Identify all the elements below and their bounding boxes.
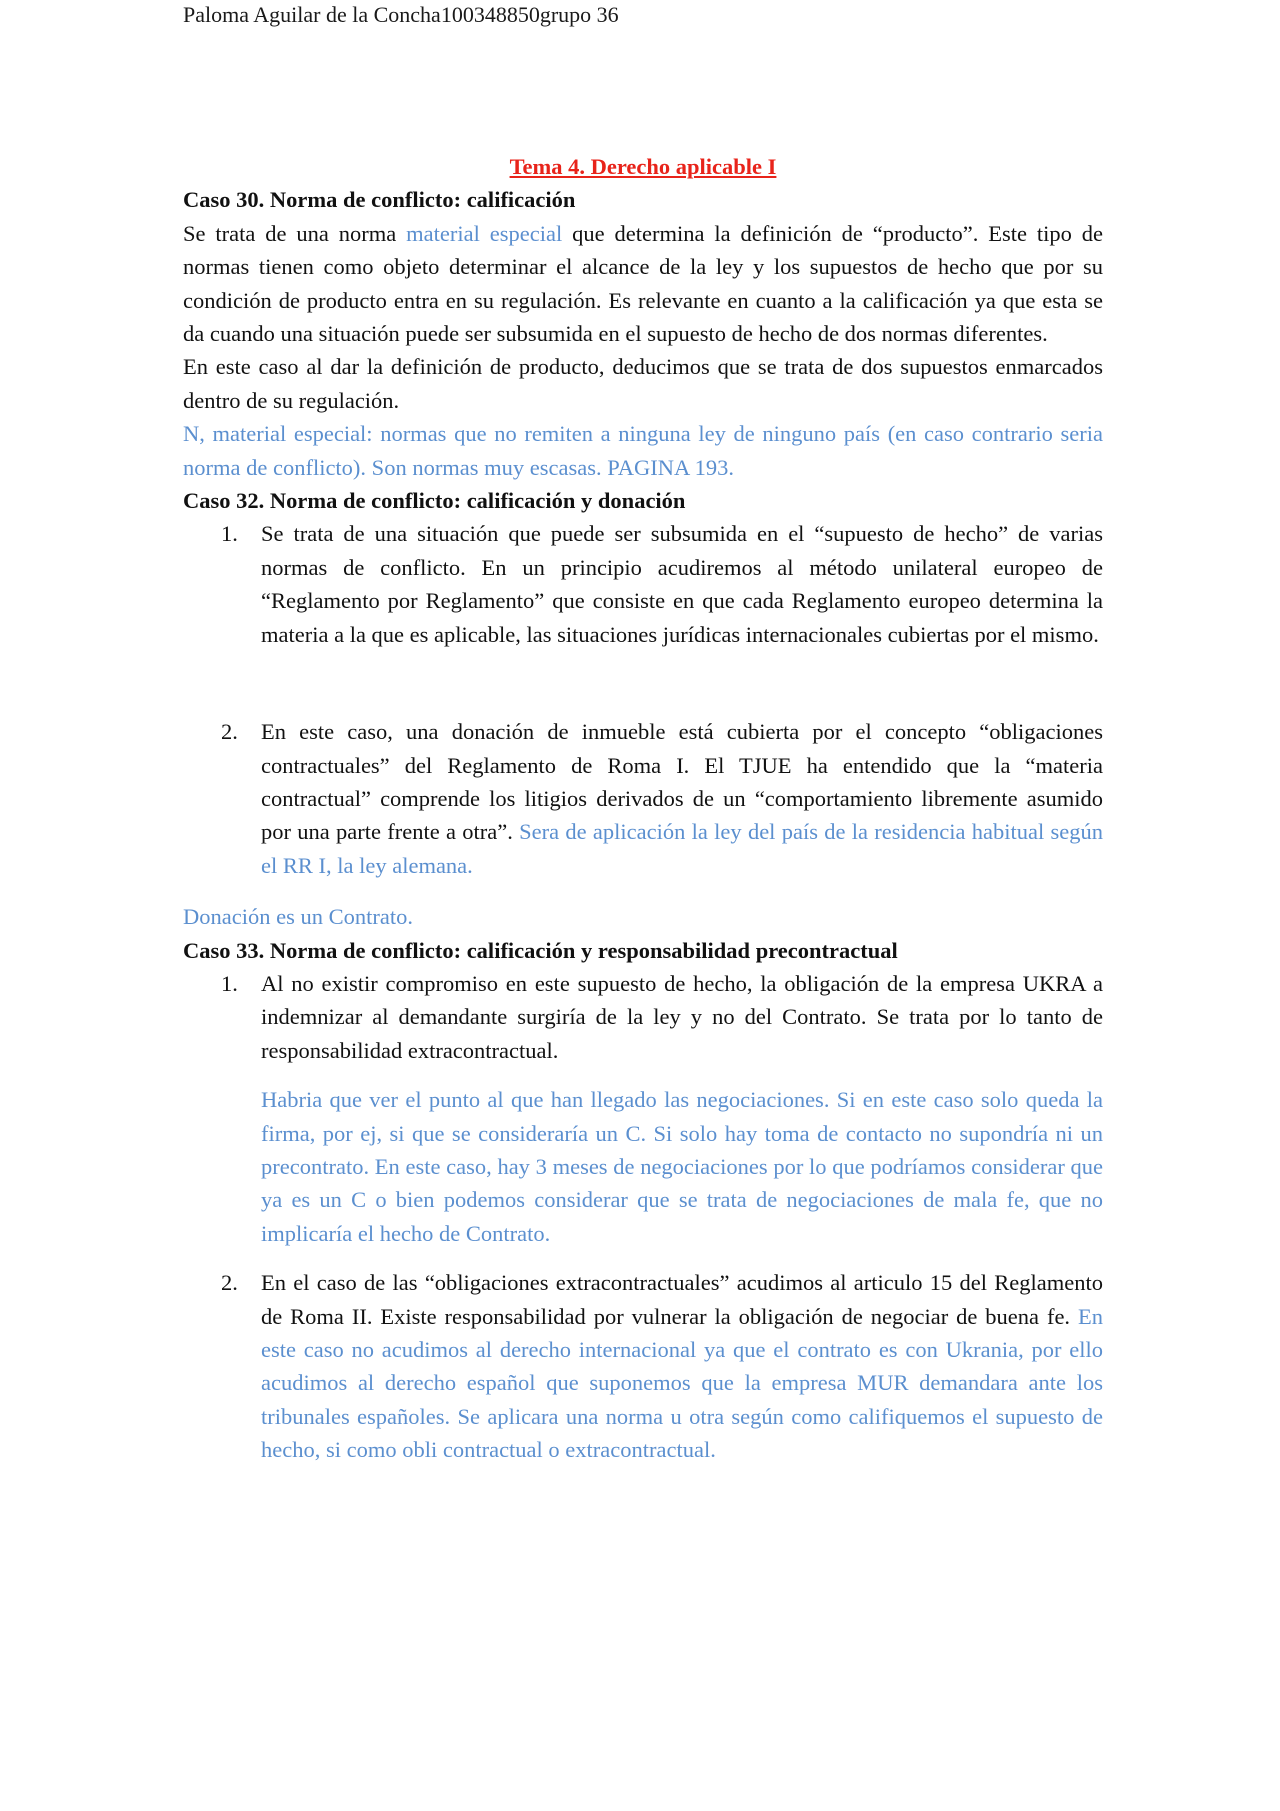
caso-32-heading: Caso 32. Norma de conflicto: calificación y donación	[183, 488, 686, 514]
page-header: Paloma Aguilar de la Concha100348850grupo 36	[183, 2, 619, 27]
caso-32-list-item-2	[183, 715, 1103, 882]
spacer	[183, 1250, 1103, 1266]
list-number: 2.	[221, 719, 238, 745]
list-number: 2.	[221, 1270, 238, 1296]
list-number: 1.	[221, 970, 238, 996]
caso-32-item-2-note: Sera de aplicación la ley del país de la residencia habitual según el RR I, la ley alemana.	[261, 819, 1103, 878]
list-number: 1.	[221, 521, 238, 547]
document-body	[183, 150, 1103, 1467]
caso-33-item-1-text: Al no existir compromiso en este supuesto de hecho, la obligación de la empresa UKRA a indemnizar al demandante surgiría de la ley y no del Contrato. Se trata por lo tanto de responsabilidad extracontractual.	[261, 970, 1103, 1063]
caso-33-list-item-2	[183, 1266, 1103, 1466]
caso-30-heading: Caso 30. Norma de conflicto: calificación	[183, 187, 576, 213]
caso-33-list-item-1	[183, 967, 1103, 1067]
caso-30-note: N, material especial: normas que no remiten a ninguna ley de ninguno país (en caso contrario seria norma de conflicto). Son normas muy escasas. PAGINA 193.	[183, 421, 1103, 480]
spacer	[183, 651, 1103, 715]
caso-32-note: Donación es un Contrato.	[183, 904, 413, 930]
spacer	[183, 882, 1103, 900]
caso-30-p1-highlight: material especial	[406, 220, 563, 246]
caso-33-item-2-note: En este caso no acudimos al derecho internacional ya que el contrato es con Ukrania, por ello acudimos al derecho español que suponemos que la empresa MUR demandara ante los tribunales españoles. Se aplicara una norma u otra según como califiquemos el supuesto de hecho, si como obli contractual o extracontractual.	[261, 1303, 1103, 1463]
caso-30-p1-text-a: Se trata de una norma	[183, 220, 407, 246]
caso-30-paragraph-2: En este caso al dar la definición de producto, deducimos que se trata de dos supuestos enmarcados dentro de su regulación.	[183, 354, 1103, 413]
caso-30-p1-text-b: que determina la definición de “producto”. Este tipo de normas tienen como objeto determinar el alcance de la ley y los supuestos de hecho que por su condición de producto entra en su regulación. Es relevante en cuanto a la calificación ya que esta se da cuando una situación puede ser subsumida en el supuesto de hecho de dos normas diferentes.	[183, 220, 1103, 347]
spacer	[183, 1067, 1103, 1083]
caso-32-item-1-text: Se trata de una situación que puede ser subsumida en el “supuesto de hecho” de varias normas de conflicto. En un principio acudiremos al método unilateral europeo de “Reglamento por Reglamento” que consiste en que cada Reglamento europeo determina la materia a la que es aplicable, las situaciones jurídicas internacionales cubiertas por el mismo.	[261, 521, 1103, 647]
document-title: Tema 4. Derecho aplicable I	[509, 154, 777, 179]
caso-32-list-item-1	[183, 517, 1103, 651]
caso-30-paragraph-1	[183, 217, 1103, 351]
caso-33-item-2-text: En el caso de las “obligaciones extracontractuales” acudimos al articulo 15 del Reglamento de Roma II. Existe responsabilidad por vulnerar la obligación de negociar de buena fe.	[261, 1270, 1103, 1329]
caso-33-item-1-note: Habria que ver el punto al que han llegado las negociaciones. Si en este caso solo queda la firma, por ej, si que se consideraría un C. Si solo hay toma de contacto no supondría ni un precontrato. En este caso, hay 3 meses de negociaciones por lo que podríamos considerar que ya es un C o bien podemos considerar que se trata de negociaciones de mala fe, que no implicaría el hecho de Contrato.	[261, 1087, 1103, 1246]
caso-33-heading: Caso 33. Norma de conflicto: calificación y responsabilidad precontractual	[183, 937, 898, 963]
caso-32-item-2-text: En este caso, una donación de inmueble está cubierta por el concepto “obligaciones contractuales” del Reglamento de Roma I. El TJUE ha entendido que la “materia contractual” comprende los litigios derivados de un “comportamiento libremente asumido por una parte frente a otra”.	[261, 719, 1103, 845]
